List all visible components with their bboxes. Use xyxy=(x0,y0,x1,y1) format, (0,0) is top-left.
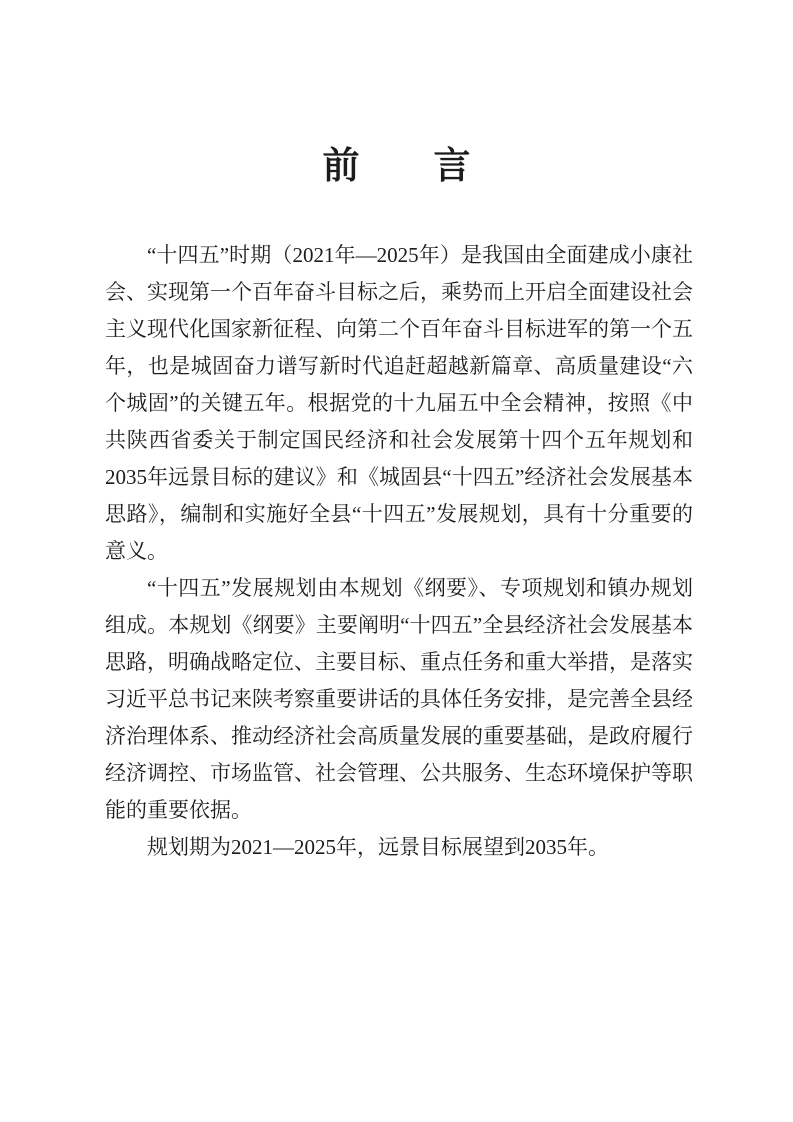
text-line: “十四五”发展规划由本规划《纲要》、专项规划和镇办规划 xyxy=(147,576,693,600)
text-line: 共陕西省委关于制定国民经济和社会发展第十四个五年规划和 xyxy=(105,428,693,452)
text-line: 主义现代化国家新征程、向第二个百年奋斗目标进军的第一个五 xyxy=(105,317,693,341)
page-title: 前 言 xyxy=(322,146,471,187)
text-line: 能的重要依据。 xyxy=(105,798,252,822)
paragraph xyxy=(105,570,693,829)
paragraph xyxy=(105,237,693,570)
text-line: 习近平总书记来陕考察重要讲话的具体任务安排，是完善全县经 xyxy=(105,687,693,711)
text-line: 个城固”的关键五年。根据党的十九届五中全会精神，按照《中 xyxy=(105,391,693,415)
text-line: 经济调控、市场监管、社会管理、公共服务、生态环境保护等职 xyxy=(105,761,693,785)
text-line: 思路》，编制和实施好全县“十四五”发展规划，具有十分重要的 xyxy=(105,502,693,526)
text-line: 规划期为2021—2025年，远景目标展望到2035年。 xyxy=(147,835,609,859)
text-line: 意义。 xyxy=(105,539,168,563)
document-body xyxy=(105,237,693,866)
text-line: 2035年远景目标的建议》和《城固县“十四五”经济社会发展基本 xyxy=(105,465,693,489)
paragraph xyxy=(105,829,693,866)
text-line: 济治理体系、推动经济社会高质量发展的重要基础，是政府履行 xyxy=(105,724,693,748)
text-line: 思路，明确战略定位、主要目标、重点任务和重大举措，是落实 xyxy=(105,650,693,674)
text-line: 年，也是城固奋力谱写新时代追赶超越新篇章、高质量建设“六 xyxy=(105,354,693,378)
text-line: 组成。本规划《纲要》主要阐明“十四五”全县经济社会发展基本 xyxy=(105,613,693,637)
text-line: 会、实现第一个百年奋斗目标之后，乘势而上开启全面建设社会 xyxy=(105,280,693,304)
text-line: “十四五”时期（2021年—2025年）是我国由全面建成小康社 xyxy=(147,243,693,267)
